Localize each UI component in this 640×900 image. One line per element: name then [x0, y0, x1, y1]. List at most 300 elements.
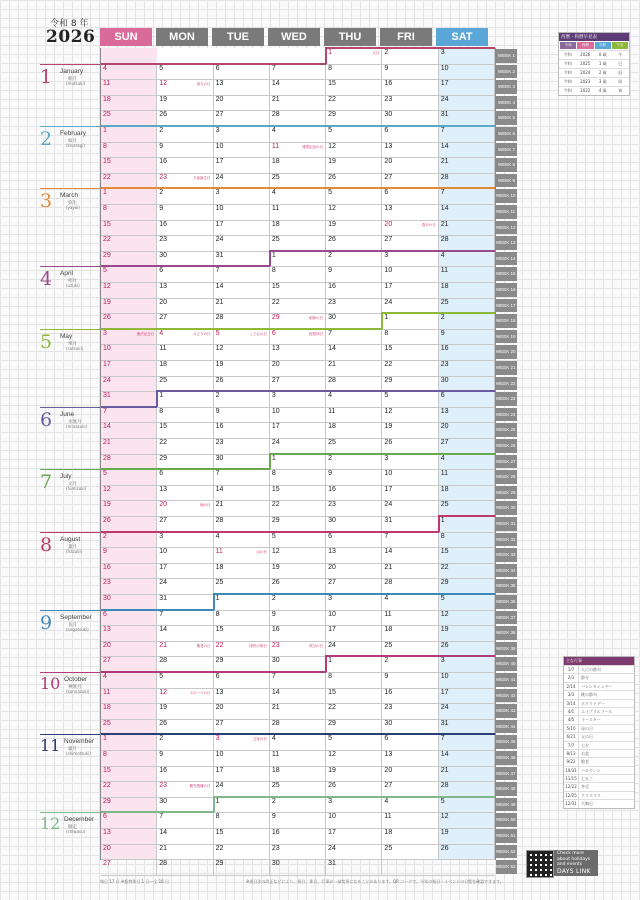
- day-cell[interactable]: [439, 282, 495, 298]
- day-cell[interactable]: [101, 500, 157, 516]
- day-cell[interactable]: [270, 812, 326, 828]
- day-cell[interactable]: [382, 266, 438, 282]
- day-cell[interactable]: [157, 282, 213, 298]
- day-cell[interactable]: [157, 360, 213, 376]
- day-cell[interactable]: [382, 48, 438, 64]
- day-cell[interactable]: [439, 110, 495, 126]
- day-cell[interactable]: [439, 79, 495, 95]
- day-cell[interactable]: [270, 454, 326, 470]
- day-cell[interactable]: [214, 142, 270, 158]
- day-cell[interactable]: [270, 188, 326, 204]
- day-cell[interactable]: [382, 594, 438, 610]
- day-cell[interactable]: [214, 329, 270, 345]
- day-cell[interactable]: [382, 251, 438, 267]
- day-cell[interactable]: [214, 360, 270, 376]
- day-cell[interactable]: [101, 469, 157, 485]
- day-cell[interactable]: [270, 469, 326, 485]
- day-cell[interactable]: [157, 313, 213, 329]
- day-cell[interactable]: [439, 500, 495, 516]
- day-cell[interactable]: [214, 469, 270, 485]
- day-cell[interactable]: [157, 766, 213, 782]
- day-cell[interactable]: [101, 251, 157, 267]
- day-cell[interactable]: [326, 126, 382, 142]
- day-cell[interactable]: [382, 422, 438, 438]
- day-cell[interactable]: [439, 407, 495, 423]
- day-cell[interactable]: [439, 578, 495, 594]
- day-cell[interactable]: [214, 173, 270, 189]
- day-cell[interactable]: [382, 79, 438, 95]
- day-cell[interactable]: [439, 469, 495, 485]
- day-cell[interactable]: [101, 532, 157, 548]
- day-cell[interactable]: [157, 220, 213, 236]
- day-cell[interactable]: [270, 610, 326, 626]
- day-cell[interactable]: [157, 344, 213, 360]
- day-cell[interactable]: [214, 422, 270, 438]
- day-cell[interactable]: [326, 625, 382, 641]
- day-cell[interactable]: [101, 407, 157, 423]
- day-cell[interactable]: [270, 672, 326, 688]
- day-cell[interactable]: [157, 266, 213, 282]
- qr-caption[interactable]: [554, 850, 598, 876]
- day-cell[interactable]: [214, 438, 270, 454]
- day-cell[interactable]: [382, 641, 438, 657]
- day-cell[interactable]: [157, 578, 213, 594]
- day-cell[interactable]: [326, 500, 382, 516]
- day-cell[interactable]: [270, 282, 326, 298]
- day-cell[interactable]: [382, 750, 438, 766]
- day-cell[interactable]: [157, 734, 213, 750]
- day-cell[interactable]: [326, 220, 382, 236]
- day-cell[interactable]: [157, 454, 213, 470]
- day-cell[interactable]: [270, 266, 326, 282]
- day-cell[interactable]: [214, 64, 270, 80]
- day-cell[interactable]: [270, 344, 326, 360]
- day-cell[interactable]: [101, 594, 157, 610]
- day-cell[interactable]: [382, 235, 438, 251]
- day-cell[interactable]: [214, 797, 270, 813]
- day-cell[interactable]: [157, 703, 213, 719]
- day-cell[interactable]: [326, 469, 382, 485]
- day-cell[interactable]: [326, 95, 382, 111]
- day-cell[interactable]: [214, 812, 270, 828]
- day-cell[interactable]: [214, 391, 270, 407]
- day-cell[interactable]: [382, 532, 438, 548]
- day-cell[interactable]: [214, 500, 270, 516]
- day-cell[interactable]: [101, 672, 157, 688]
- day-cell[interactable]: [270, 703, 326, 719]
- day-cell[interactable]: [270, 313, 326, 329]
- day-cell[interactable]: [270, 485, 326, 501]
- day-cell[interactable]: [382, 157, 438, 173]
- day-cell[interactable]: [382, 469, 438, 485]
- day-cell[interactable]: [214, 750, 270, 766]
- day-cell[interactable]: [382, 781, 438, 797]
- day-cell[interactable]: [439, 376, 495, 392]
- day-cell[interactable]: [270, 438, 326, 454]
- day-cell[interactable]: [157, 391, 213, 407]
- day-cell[interactable]: [101, 142, 157, 158]
- day-cell[interactable]: [101, 391, 157, 407]
- day-cell[interactable]: [101, 750, 157, 766]
- day-cell[interactable]: [326, 578, 382, 594]
- day-cell[interactable]: [382, 173, 438, 189]
- day-cell[interactable]: [326, 656, 382, 672]
- day-cell[interactable]: [326, 173, 382, 189]
- day-cell[interactable]: [101, 360, 157, 376]
- day-cell[interactable]: [326, 485, 382, 501]
- day-cell[interactable]: [157, 422, 213, 438]
- day-cell[interactable]: [439, 485, 495, 501]
- day-cell[interactable]: [101, 220, 157, 236]
- day-cell[interactable]: [326, 781, 382, 797]
- day-cell[interactable]: [157, 828, 213, 844]
- day-cell[interactable]: [326, 750, 382, 766]
- day-cell[interactable]: [326, 313, 382, 329]
- day-cell[interactable]: [214, 251, 270, 267]
- day-cell[interactable]: [326, 454, 382, 470]
- day-cell[interactable]: [214, 688, 270, 704]
- day-cell[interactable]: [382, 563, 438, 579]
- day-cell[interactable]: [157, 173, 213, 189]
- day-cell[interactable]: [270, 391, 326, 407]
- day-cell[interactable]: [214, 625, 270, 641]
- day-cell[interactable]: [214, 532, 270, 548]
- day-cell[interactable]: [214, 578, 270, 594]
- day-cell[interactable]: [101, 266, 157, 282]
- day-cell[interactable]: [382, 64, 438, 80]
- day-cell[interactable]: [326, 641, 382, 657]
- day-cell[interactable]: [101, 859, 157, 875]
- day-cell[interactable]: [439, 656, 495, 672]
- day-cell[interactable]: [270, 594, 326, 610]
- day-cell[interactable]: [439, 344, 495, 360]
- day-cell[interactable]: [214, 485, 270, 501]
- day-cell[interactable]: [157, 781, 213, 797]
- day-cell[interactable]: [214, 563, 270, 579]
- day-cell[interactable]: [101, 656, 157, 672]
- day-cell[interactable]: [214, 266, 270, 282]
- day-cell[interactable]: [214, 734, 270, 750]
- day-cell[interactable]: [382, 797, 438, 813]
- day-cell[interactable]: [214, 344, 270, 360]
- day-cell[interactable]: [326, 672, 382, 688]
- day-cell[interactable]: [214, 157, 270, 173]
- day-cell[interactable]: [157, 625, 213, 641]
- day-cell[interactable]: [270, 329, 326, 345]
- day-cell[interactable]: [439, 329, 495, 345]
- day-cell[interactable]: [270, 625, 326, 641]
- day-cell[interactable]: [326, 360, 382, 376]
- day-cell[interactable]: [326, 142, 382, 158]
- day-cell[interactable]: [157, 844, 213, 860]
- day-cell[interactable]: [382, 578, 438, 594]
- day-cell[interactable]: [326, 438, 382, 454]
- day-cell[interactable]: [214, 126, 270, 142]
- day-cell[interactable]: [326, 688, 382, 704]
- day-cell[interactable]: [101, 563, 157, 579]
- day-cell[interactable]: [439, 516, 495, 532]
- day-cell[interactable]: [214, 766, 270, 782]
- day-cell[interactable]: [157, 110, 213, 126]
- day-cell[interactable]: [270, 204, 326, 220]
- day-cell[interactable]: [214, 672, 270, 688]
- day-cell[interactable]: [101, 298, 157, 314]
- day-cell[interactable]: [439, 157, 495, 173]
- day-cell[interactable]: [326, 828, 382, 844]
- day-cell[interactable]: [101, 547, 157, 563]
- day-cell[interactable]: [157, 547, 213, 563]
- day-cell[interactable]: [326, 610, 382, 626]
- day-cell[interactable]: [270, 516, 326, 532]
- day-cell[interactable]: [326, 64, 382, 80]
- day-cell[interactable]: [101, 641, 157, 657]
- day-cell[interactable]: [270, 656, 326, 672]
- day-cell[interactable]: [214, 313, 270, 329]
- day-cell[interactable]: [157, 376, 213, 392]
- day-cell[interactable]: [439, 563, 495, 579]
- day-cell[interactable]: [270, 220, 326, 236]
- day-cell[interactable]: [270, 781, 326, 797]
- day-cell[interactable]: [214, 719, 270, 735]
- day-cell[interactable]: [214, 547, 270, 563]
- day-cell[interactable]: [101, 485, 157, 501]
- day-cell[interactable]: [439, 126, 495, 142]
- day-cell[interactable]: [439, 750, 495, 766]
- day-cell[interactable]: [326, 251, 382, 267]
- day-cell[interactable]: [214, 641, 270, 657]
- day-cell[interactable]: [439, 204, 495, 220]
- day-cell[interactable]: [326, 282, 382, 298]
- day-cell[interactable]: [382, 344, 438, 360]
- day-cell[interactable]: [382, 110, 438, 126]
- day-cell[interactable]: [439, 610, 495, 626]
- day-cell[interactable]: [326, 48, 382, 64]
- day-cell[interactable]: [439, 188, 495, 204]
- day-cell[interactable]: [439, 220, 495, 236]
- day-cell[interactable]: [214, 110, 270, 126]
- day-cell[interactable]: [270, 828, 326, 844]
- day-cell[interactable]: [270, 719, 326, 735]
- day-cell[interactable]: [101, 64, 157, 80]
- day-cell[interactable]: [101, 766, 157, 782]
- day-cell[interactable]: [101, 719, 157, 735]
- day-cell[interactable]: [439, 313, 495, 329]
- day-cell[interactable]: [439, 298, 495, 314]
- day-cell[interactable]: [439, 547, 495, 563]
- day-cell[interactable]: [214, 594, 270, 610]
- day-cell[interactable]: [157, 95, 213, 111]
- day-cell[interactable]: [439, 454, 495, 470]
- day-cell[interactable]: [326, 79, 382, 95]
- day-cell[interactable]: [326, 797, 382, 813]
- day-cell[interactable]: [101, 313, 157, 329]
- day-cell[interactable]: [270, 859, 326, 875]
- day-cell[interactable]: [157, 500, 213, 516]
- day-cell[interactable]: [101, 173, 157, 189]
- day-cell[interactable]: [157, 656, 213, 672]
- day-cell[interactable]: [326, 188, 382, 204]
- day-cell[interactable]: [270, 734, 326, 750]
- day-cell[interactable]: [157, 532, 213, 548]
- day-cell[interactable]: [326, 344, 382, 360]
- day-cell[interactable]: [101, 235, 157, 251]
- day-cell[interactable]: [214, 703, 270, 719]
- day-cell[interactable]: [326, 266, 382, 282]
- day-cell[interactable]: [157, 610, 213, 626]
- day-cell[interactable]: [157, 594, 213, 610]
- day-cell[interactable]: [214, 235, 270, 251]
- day-cell[interactable]: [214, 859, 270, 875]
- day-cell[interactable]: [439, 422, 495, 438]
- day-cell[interactable]: [439, 797, 495, 813]
- day-cell[interactable]: [101, 797, 157, 813]
- day-cell[interactable]: [270, 750, 326, 766]
- day-cell[interactable]: [270, 110, 326, 126]
- day-cell[interactable]: [382, 142, 438, 158]
- day-cell[interactable]: [439, 532, 495, 548]
- day-cell[interactable]: [157, 407, 213, 423]
- day-cell[interactable]: [382, 407, 438, 423]
- day-cell[interactable]: [101, 376, 157, 392]
- day-cell[interactable]: [326, 235, 382, 251]
- day-cell[interactable]: [382, 610, 438, 626]
- day-cell[interactable]: [382, 625, 438, 641]
- day-cell[interactable]: [157, 79, 213, 95]
- day-cell[interactable]: [439, 641, 495, 657]
- day-cell[interactable]: [326, 329, 382, 345]
- day-cell[interactable]: [439, 95, 495, 111]
- day-cell[interactable]: [326, 547, 382, 563]
- day-cell[interactable]: [326, 812, 382, 828]
- day-cell[interactable]: [382, 672, 438, 688]
- day-cell[interactable]: [382, 734, 438, 750]
- day-cell[interactable]: [326, 844, 382, 860]
- day-cell[interactable]: [382, 188, 438, 204]
- day-cell[interactable]: [157, 485, 213, 501]
- day-cell[interactable]: [439, 391, 495, 407]
- day-cell[interactable]: [270, 79, 326, 95]
- day-cell[interactable]: [326, 703, 382, 719]
- day-cell[interactable]: [382, 126, 438, 142]
- day-cell[interactable]: [101, 844, 157, 860]
- day-cell[interactable]: [101, 282, 157, 298]
- day-cell[interactable]: [101, 625, 157, 641]
- day-cell[interactable]: [101, 454, 157, 470]
- day-cell[interactable]: [270, 298, 326, 314]
- day-cell[interactable]: [214, 407, 270, 423]
- day-cell[interactable]: [382, 282, 438, 298]
- qr-code-icon[interactable]: [526, 850, 554, 878]
- day-cell[interactable]: [157, 298, 213, 314]
- day-cell[interactable]: [382, 220, 438, 236]
- day-cell[interactable]: [382, 766, 438, 782]
- day-cell[interactable]: [439, 828, 495, 844]
- day-cell[interactable]: [270, 235, 326, 251]
- day-cell[interactable]: [326, 407, 382, 423]
- day-cell[interactable]: [382, 719, 438, 735]
- day-cell[interactable]: [157, 188, 213, 204]
- day-cell[interactable]: [157, 641, 213, 657]
- day-cell[interactable]: [101, 126, 157, 142]
- day-cell[interactable]: [214, 95, 270, 111]
- day-cell[interactable]: [382, 547, 438, 563]
- day-cell[interactable]: [326, 422, 382, 438]
- day-cell[interactable]: [214, 79, 270, 95]
- day-cell[interactable]: [439, 235, 495, 251]
- day-cell[interactable]: [101, 329, 157, 345]
- day-cell[interactable]: [157, 235, 213, 251]
- day-cell[interactable]: [439, 142, 495, 158]
- day-cell[interactable]: [326, 532, 382, 548]
- day-cell[interactable]: [270, 641, 326, 657]
- day-cell[interactable]: [214, 610, 270, 626]
- day-cell[interactable]: [382, 204, 438, 220]
- day-cell[interactable]: [101, 578, 157, 594]
- day-cell[interactable]: [101, 781, 157, 797]
- day-cell[interactable]: [270, 422, 326, 438]
- day-cell[interactable]: [270, 532, 326, 548]
- day-cell[interactable]: [270, 64, 326, 80]
- day-cell[interactable]: [157, 859, 213, 875]
- day-cell[interactable]: [101, 188, 157, 204]
- day-cell[interactable]: [270, 500, 326, 516]
- day-cell[interactable]: [326, 298, 382, 314]
- day-cell[interactable]: [270, 173, 326, 189]
- day-cell[interactable]: [326, 563, 382, 579]
- day-cell[interactable]: [326, 766, 382, 782]
- day-cell[interactable]: [270, 563, 326, 579]
- day-cell[interactable]: [382, 688, 438, 704]
- day-cell[interactable]: [270, 376, 326, 392]
- day-cell[interactable]: [382, 703, 438, 719]
- day-cell[interactable]: [439, 688, 495, 704]
- day-cell[interactable]: [439, 173, 495, 189]
- day-cell[interactable]: [326, 719, 382, 735]
- day-cell[interactable]: [382, 516, 438, 532]
- day-cell[interactable]: [382, 656, 438, 672]
- day-cell[interactable]: [382, 454, 438, 470]
- day-cell[interactable]: [157, 126, 213, 142]
- day-cell[interactable]: [382, 828, 438, 844]
- day-cell[interactable]: [439, 812, 495, 828]
- day-cell[interactable]: [157, 797, 213, 813]
- day-cell[interactable]: [157, 64, 213, 80]
- day-cell[interactable]: [157, 469, 213, 485]
- day-cell[interactable]: [326, 376, 382, 392]
- day-cell[interactable]: [214, 781, 270, 797]
- day-cell[interactable]: [326, 516, 382, 532]
- day-cell[interactable]: [214, 516, 270, 532]
- day-cell[interactable]: [157, 688, 213, 704]
- day-cell[interactable]: [101, 344, 157, 360]
- day-cell[interactable]: [157, 204, 213, 220]
- day-cell[interactable]: [214, 844, 270, 860]
- day-cell[interactable]: [382, 376, 438, 392]
- day-cell[interactable]: [101, 157, 157, 173]
- day-cell[interactable]: [101, 438, 157, 454]
- day-cell[interactable]: [326, 204, 382, 220]
- day-cell[interactable]: [326, 110, 382, 126]
- day-cell[interactable]: [326, 391, 382, 407]
- day-cell[interactable]: [382, 298, 438, 314]
- day-cell[interactable]: [157, 563, 213, 579]
- day-cell[interactable]: [270, 407, 326, 423]
- day-cell[interactable]: [157, 516, 213, 532]
- day-cell[interactable]: [157, 251, 213, 267]
- day-cell[interactable]: [270, 251, 326, 267]
- day-cell[interactable]: [382, 391, 438, 407]
- day-cell[interactable]: [439, 844, 495, 860]
